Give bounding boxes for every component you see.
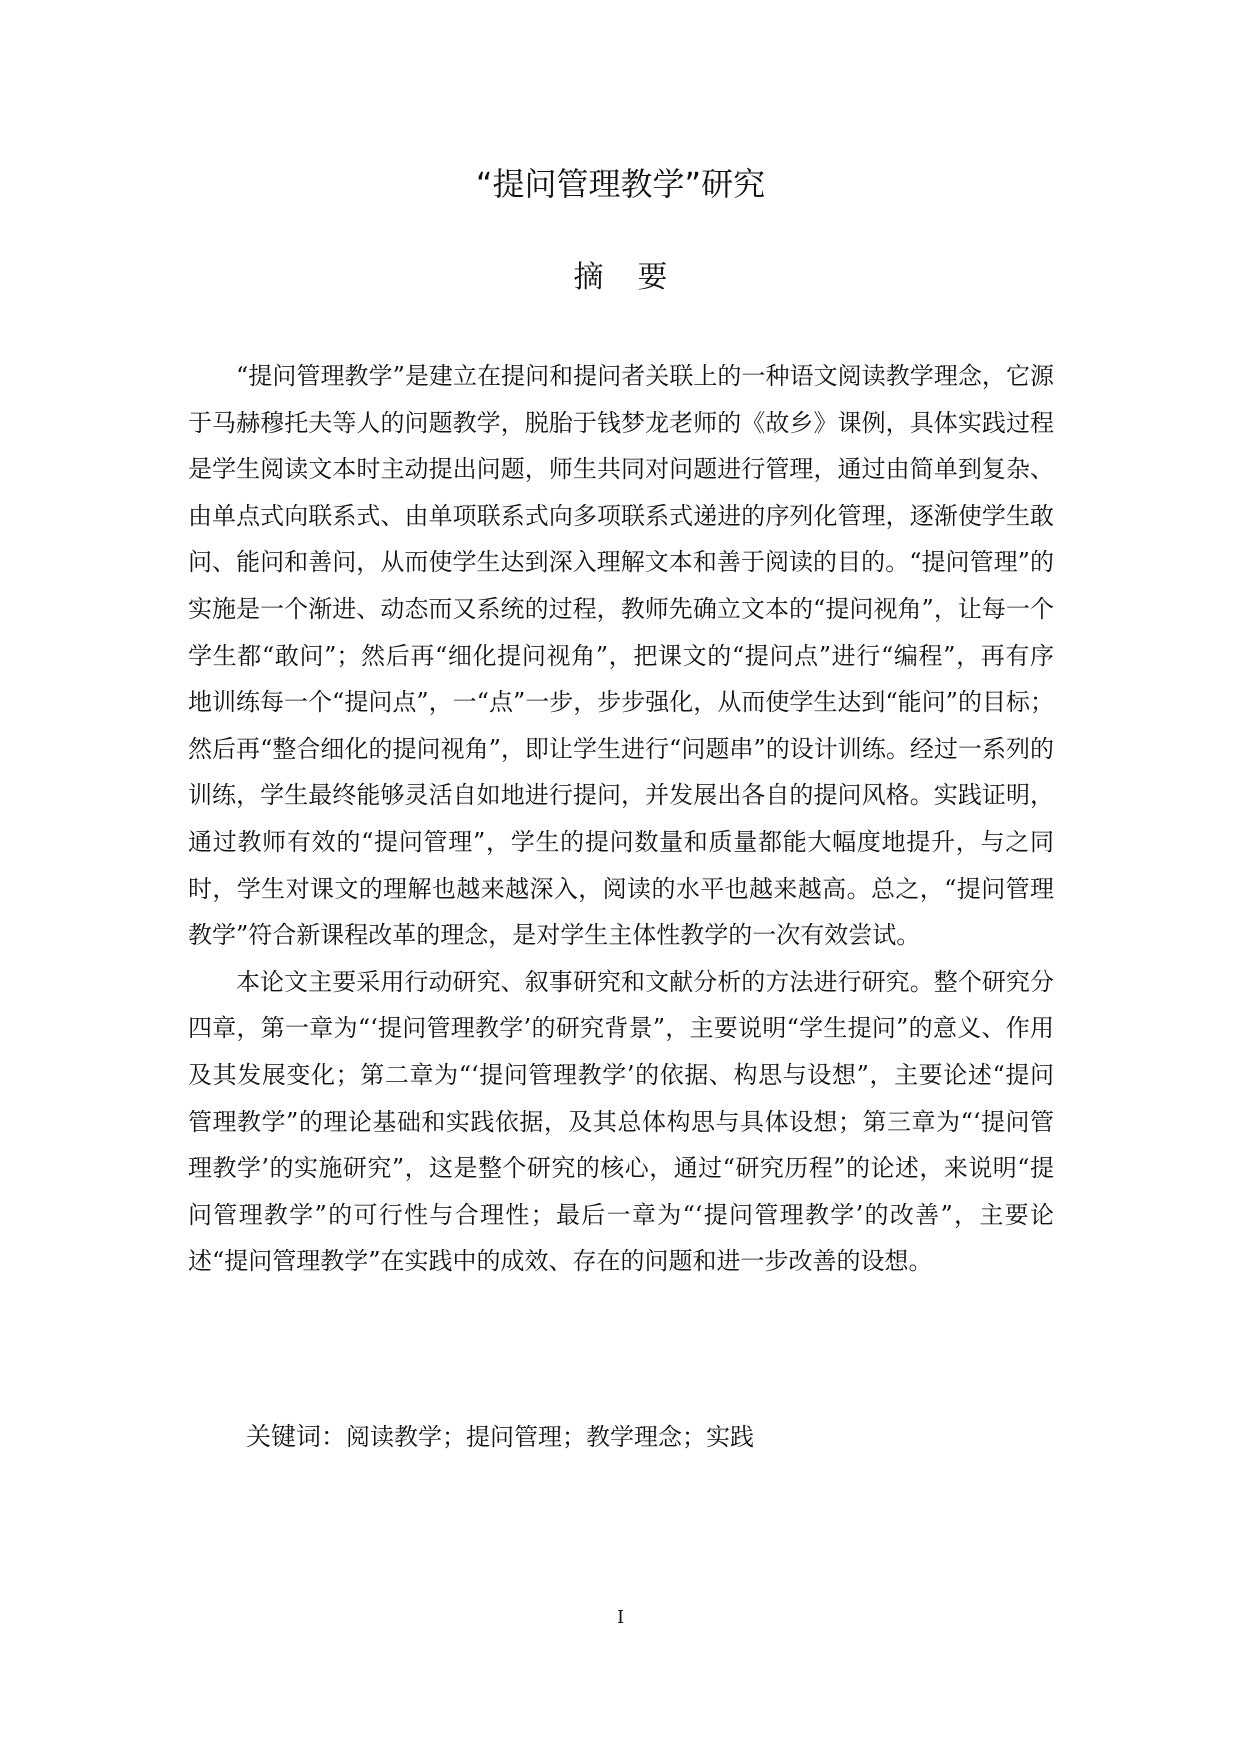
abstract-heading: 摘要 [573, 260, 702, 295]
keywords-value: 阅读教学；提问管理；教学理念；实践 [346, 1423, 755, 1451]
abstract-paragraph-1: “提问管理教学”是建立在提问和提问者关联上的一种语文阅读教学理念，它源于马赫穆托夫等人的问题教学，脱胎于钱梦龙老师的《故乡》课例，具体实践过程是学生阅读文本时主动提出问题，师生共同对问题进行管理，通过由简单到复杂、由单点式向联系式、由单项联系式向多项联系式递进的序列化管理，逐渐使学生敢问、能问和善问，从而使学生达到深入理解文本和善于阅读的目的。“提问管理”的实施是一个渐进、动态而又系统的过程，教师先确立文本的“提问视角”，让每一个学生都“敢问”；然后再“细化提问视角”，把课文的“提问点”进行“编程”，再有序地训练每一个“提问点”，一“点”一步，步步强化，从而使学生达到“能问”的目标；然后再“整合细化的提问视角”，即让学生进行“问题串”的设计训练。经过一系列的训练，学生最终能够灵活自如地进行提问，并发展出各自的提问风格。实践证明，通过教师有效的“提问管理”，学生的提问数量和质量都能大幅度地提升，与之同时，学生对课文的理解也越来越深入，阅读的水平也越来越高。总之，“提问管理教学”符合新课程改革的理念，是对学生主体性教学的一次有效尝试。 [188, 362, 1054, 950]
paper-title: “提问管理教学”研究 [475, 165, 766, 203]
page-number: I [616, 1607, 625, 1628]
abstract-body [188, 353, 1054, 1285]
keywords-line [246, 1417, 1046, 1457]
abstract-paragraph-2: 本论文主要采用行动研究、叙事研究和文献分析的方法进行研究。整个研究分四章，第一章为“‘提问管理教学’的研究背景”，主要说明“学生提问”的意义、作用及其发展变化；第二章为“‘提问管理教学’的依据、构思与设想”，主要论述“提问管理教学”的理论基础和实践依据，及其总体构思与具体设想；第三章为“‘提问管理教学’的实施研究”，这是整个研究的核心，通过“研究历程”的论述，来说明“提问管理教学”的可行性与合理性；最后一章为“‘提问管理教学’的改善”，主要论述“提问管理教学”在实践中的成效、存在的问题和进一步改善的设想。 [188, 967, 1054, 1276]
keywords-label: 关键词： [246, 1422, 347, 1451]
